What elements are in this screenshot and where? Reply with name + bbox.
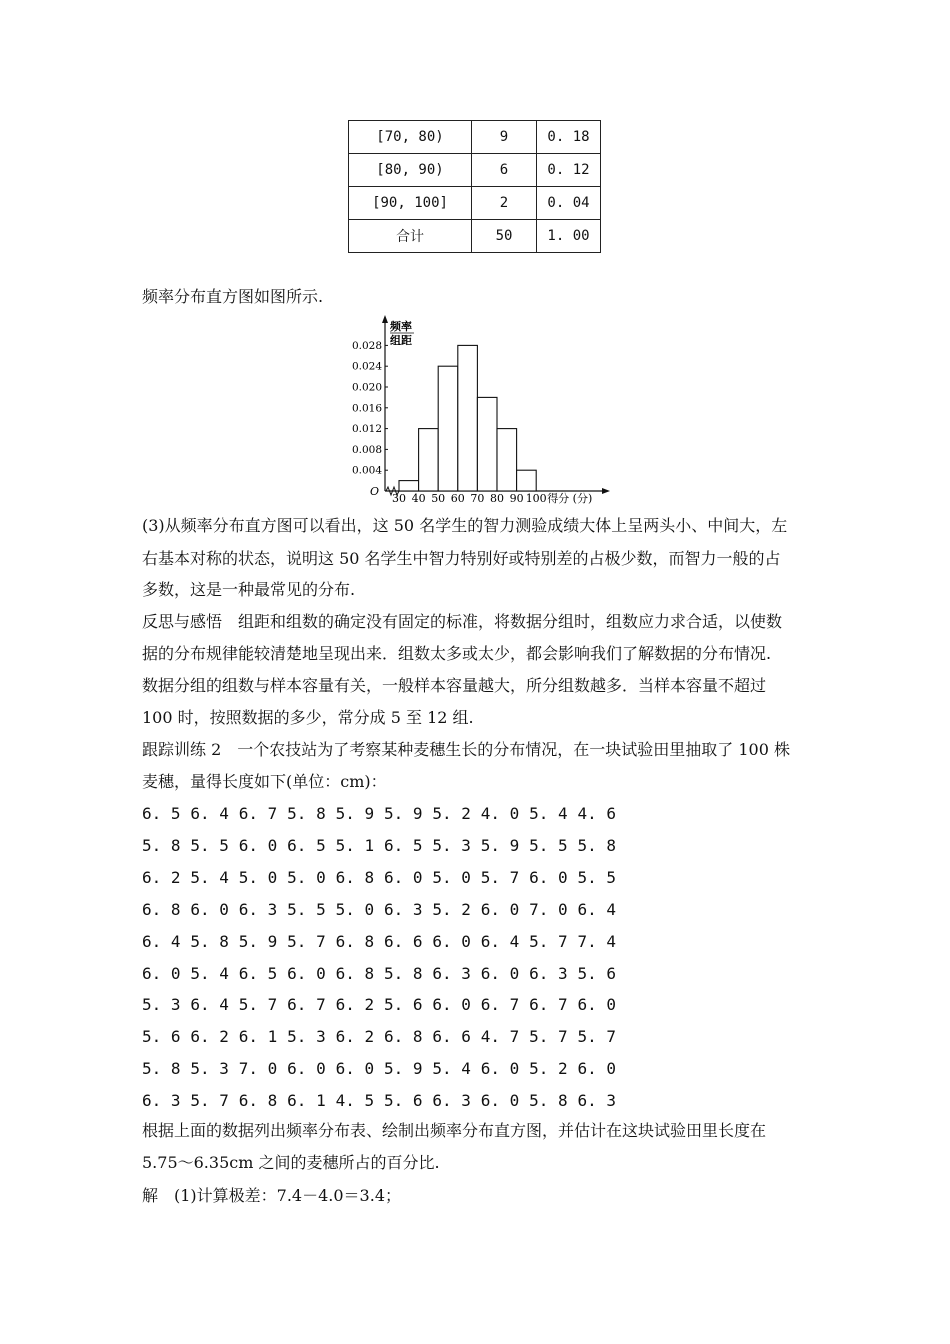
data-value: 6. 3 — [432, 963, 471, 983]
data-value: 6. 4 — [142, 931, 181, 951]
data-row — [142, 995, 626, 1015]
x-tick-label: 80 — [490, 492, 504, 505]
data-value: 6. 8 — [383, 1027, 423, 1047]
data-value: 6. 3 — [432, 1091, 471, 1111]
data-value: 6. 3 — [577, 1091, 617, 1111]
table-cell: [70, 80) — [349, 121, 472, 154]
histogram-bar — [458, 345, 478, 491]
data-row — [142, 932, 626, 952]
data-value: 6. 2 — [190, 1027, 229, 1047]
data-value: 6. 5 — [238, 963, 278, 983]
data-value: 5. 8 — [142, 1059, 181, 1079]
data-value: 6. 4 — [190, 995, 229, 1015]
x-tick-label: 40 — [411, 492, 426, 505]
paragraph-line: 反思与感悟 组距和组数的确定没有固定的标准，将数据分组时，组数应力求合适，以使数 — [142, 612, 783, 631]
data-value: 5. 4 — [529, 804, 568, 823]
histogram-bar — [399, 481, 419, 491]
data-value: 5. 0 — [287, 867, 326, 887]
data-value: 5. 2 — [432, 899, 471, 919]
y-label-top: 频率 — [390, 320, 412, 333]
paragraph-line: (3)从频率分布直方图可以看出，这 50 名学生的智力测验成绩大体上呈两头小、中间大，左 — [142, 516, 788, 535]
data-value: 5. 4 — [432, 1059, 471, 1079]
data-value: 7. 4 — [577, 931, 617, 951]
data-value: 6. 0 — [577, 995, 617, 1015]
y-tick-label: 0.020 — [351, 381, 382, 394]
table-cell: 2 — [472, 187, 537, 220]
data-value: 5. 6 — [577, 963, 617, 983]
paragraph-line: 右基本对称的状态，说明这 50 名学生中智力特别好或特别差的占极少数，而智力一般的占 — [142, 549, 781, 568]
frequency-histogram — [348, 313, 618, 505]
data-value: 5. 5 — [529, 835, 568, 855]
y-axis-arrow — [382, 315, 388, 323]
data-value: 5. 3 — [190, 1059, 229, 1079]
data-value: 6. 7 — [529, 995, 568, 1015]
table-row — [349, 121, 601, 154]
data-value: 5. 6 — [383, 995, 423, 1015]
data-value: 5. 2 — [529, 1059, 568, 1079]
data-value: 6. 7 — [480, 995, 520, 1015]
data-value: 6. 8 — [335, 867, 375, 887]
data-row — [142, 964, 626, 984]
paragraph-line: 100 时，按照数据的多少，常分成 5 至 12 组. — [142, 708, 474, 727]
data-value: 5. 3 — [287, 1027, 326, 1047]
data-value: 5. 7 — [287, 931, 326, 951]
data-value: 6. 1 — [238, 1027, 278, 1047]
data-value: 6. 0 — [383, 867, 423, 887]
data-row — [142, 868, 626, 888]
x-tick-label: 90 — [509, 492, 524, 505]
x-tick-label: 60 — [450, 492, 465, 505]
data-row — [142, 1059, 626, 1079]
data-value: 6. 0 — [480, 1091, 520, 1111]
table-row — [349, 187, 601, 220]
histogram-bar — [438, 366, 458, 491]
data-row — [142, 1091, 626, 1111]
data-value: 6. 6 — [432, 1027, 471, 1047]
data-value: 6. 7 — [238, 804, 278, 823]
data-value: 6. 3 — [142, 1091, 181, 1111]
table-cell: 0. 12 — [537, 154, 601, 187]
data-value: 4. 6 — [577, 804, 617, 823]
x-tick-label: 70 — [470, 492, 485, 505]
data-value: 5. 8 — [383, 963, 423, 983]
table-cell: 1. 00 — [537, 220, 601, 253]
y-tick-label: 0.004 — [351, 464, 382, 477]
paragraph-line: 据的分布规律能较清楚地呈现出来．组数太多或太少，都会影响我们了解数据的分布情况. — [142, 644, 772, 663]
data-value: 5. 0 — [432, 867, 471, 887]
paragraph-line: 5.75～6.35cm 之间的麦穗所占的百分比. — [142, 1153, 440, 1172]
data-value: 5. 7 — [480, 867, 520, 887]
data-value: 4. 7 — [480, 1027, 520, 1047]
data-value: 6. 8 — [335, 931, 375, 951]
data-row — [142, 804, 626, 824]
data-value: 6. 0 — [238, 835, 278, 855]
paragraph-line: 多数，这是一种最常见的分布. — [142, 580, 356, 599]
data-value: 5. 9 — [383, 804, 423, 823]
data-value: 6. 0 — [335, 1059, 375, 1079]
data-value: 6. 6 — [383, 931, 423, 951]
data-value: 5. 6 — [383, 1091, 423, 1111]
data-value: 5. 2 — [432, 804, 471, 823]
data-value: 5. 3 — [432, 835, 471, 855]
paragraph-line: 麦穗，量得长度如下(单位：cm)： — [142, 772, 387, 791]
histogram-bar — [517, 470, 537, 491]
solution-line: 解 (1)计算极差：7.4－4.0＝3.4； — [142, 1186, 402, 1205]
data-value: 6. 0 — [480, 1059, 520, 1079]
data-value: 5. 8 — [577, 835, 617, 855]
data-value: 6. 8 — [142, 899, 181, 919]
data-value: 5. 7 — [529, 931, 568, 951]
table-cell: 50 — [472, 220, 537, 253]
data-value: 5. 3 — [142, 995, 181, 1015]
data-value: 5. 8 — [190, 931, 229, 951]
data-value: 6. 0 — [287, 963, 326, 983]
table-cell: 9 — [472, 121, 537, 154]
data-value: 5. 4 — [190, 867, 229, 887]
data-value: 5. 0 — [238, 867, 278, 887]
data-value: 6. 2 — [335, 995, 375, 1015]
data-value: 6. 3 — [238, 899, 278, 919]
paragraph-line: 数据分组的组数与样本容量有关，一般样本容量越大，所分组数越多．当样本容量不超过 — [142, 676, 767, 695]
data-value: 6. 4 — [480, 931, 520, 951]
histogram-bar — [497, 429, 517, 491]
histogram-bar — [419, 429, 439, 491]
table-cell: [90, 100] — [349, 187, 472, 220]
origin-label: O — [370, 485, 380, 498]
data-value: 5. 6 — [142, 1027, 181, 1047]
x-tick-label: 30 — [392, 492, 406, 505]
x-tick-label: 100 — [525, 492, 547, 505]
paragraph-line: 跟踪训练 2 一个农技站为了考察某种麦穗生长的分布情况，在一块试验田里抽取了 100 株 — [142, 740, 790, 759]
y-label-bottom: 组距 — [390, 334, 412, 347]
data-value: 6. 5 — [142, 804, 181, 823]
table-cell: 合计 — [349, 220, 472, 253]
data-value: 6. 0 — [190, 899, 229, 919]
data-value: 5. 9 — [335, 804, 375, 823]
data-value: 4. 5 — [335, 1091, 375, 1111]
table-row — [349, 220, 601, 253]
data-value: 6. 0 — [432, 995, 471, 1015]
hist-intro-text: 频率分布直方图如图所示. — [142, 287, 324, 306]
paragraph-line: 根据上面的数据列出频率分布表、绘制出频率分布直方图，并估计在这块试验田里长度在 — [142, 1121, 767, 1140]
data-value: 6. 7 — [287, 995, 326, 1015]
data-value: 5. 7 — [529, 1027, 568, 1047]
data-value: 5. 9 — [238, 931, 278, 951]
data-value: 6. 3 — [529, 963, 568, 983]
data-value: 6. 0 — [432, 931, 471, 951]
frequency-table — [348, 120, 601, 253]
data-value: 6. 5 — [287, 835, 326, 855]
data-value: 6. 8 — [238, 1091, 278, 1111]
data-value: 5. 7 — [577, 1027, 617, 1047]
data-value: 4. 0 — [480, 804, 520, 823]
x-tick-label: 50 — [431, 492, 446, 505]
data-value: 5. 9 — [480, 835, 520, 855]
x-axis-arrow — [602, 488, 610, 494]
y-tick-label: 0.016 — [351, 402, 382, 415]
y-tick-label: 0.028 — [351, 339, 382, 352]
data-value: 6. 8 — [335, 963, 375, 983]
data-value: 6. 0 — [529, 867, 568, 887]
x-axis-label: 得分 (分) — [547, 492, 593, 505]
table-cell: 0. 04 — [537, 187, 601, 220]
data-row — [142, 1027, 626, 1047]
data-value: 7. 0 — [529, 899, 568, 919]
data-value: 6. 0 — [287, 1059, 326, 1079]
data-value: 7. 0 — [238, 1059, 278, 1079]
data-value: 6. 1 — [287, 1091, 326, 1111]
data-value: 6. 2 — [335, 1027, 375, 1047]
y-tick-label: 0.024 — [351, 360, 382, 373]
data-value: 5. 7 — [238, 995, 278, 1015]
data-value: 6. 3 — [383, 899, 423, 919]
data-row — [142, 900, 626, 920]
y-tick-label: 0.008 — [351, 443, 382, 456]
table-row — [349, 154, 601, 187]
data-value: 5. 8 — [287, 804, 326, 823]
data-value: 5. 0 — [335, 899, 375, 919]
data-value: 5. 5 — [577, 867, 617, 887]
data-value: 6. 0 — [480, 899, 520, 919]
data-value: 6. 4 — [190, 804, 229, 823]
data-value: 5. 4 — [190, 963, 229, 983]
histogram-bar — [477, 397, 497, 491]
data-value: 5. 7 — [190, 1091, 229, 1111]
data-value: 6. 4 — [577, 899, 617, 919]
data-value: 6. 0 — [480, 963, 520, 983]
data-value: 5. 5 — [287, 899, 326, 919]
data-value: 6. 0 — [577, 1059, 617, 1079]
data-value: 6. 0 — [142, 963, 181, 983]
data-value: 5. 8 — [529, 1091, 568, 1111]
data-value: 5. 8 — [142, 835, 181, 855]
data-value: 5. 1 — [335, 835, 375, 855]
data-value: 6. 2 — [142, 867, 181, 887]
y-tick-label: 0.012 — [351, 423, 382, 436]
data-value: 5. 9 — [383, 1059, 423, 1079]
data-value: 5. 5 — [190, 835, 229, 855]
data-row — [142, 836, 626, 856]
table-cell: 6 — [472, 154, 537, 187]
table-cell: 0. 18 — [537, 121, 601, 154]
data-value: 6. 5 — [383, 835, 423, 855]
table-cell: [80, 90) — [349, 154, 472, 187]
